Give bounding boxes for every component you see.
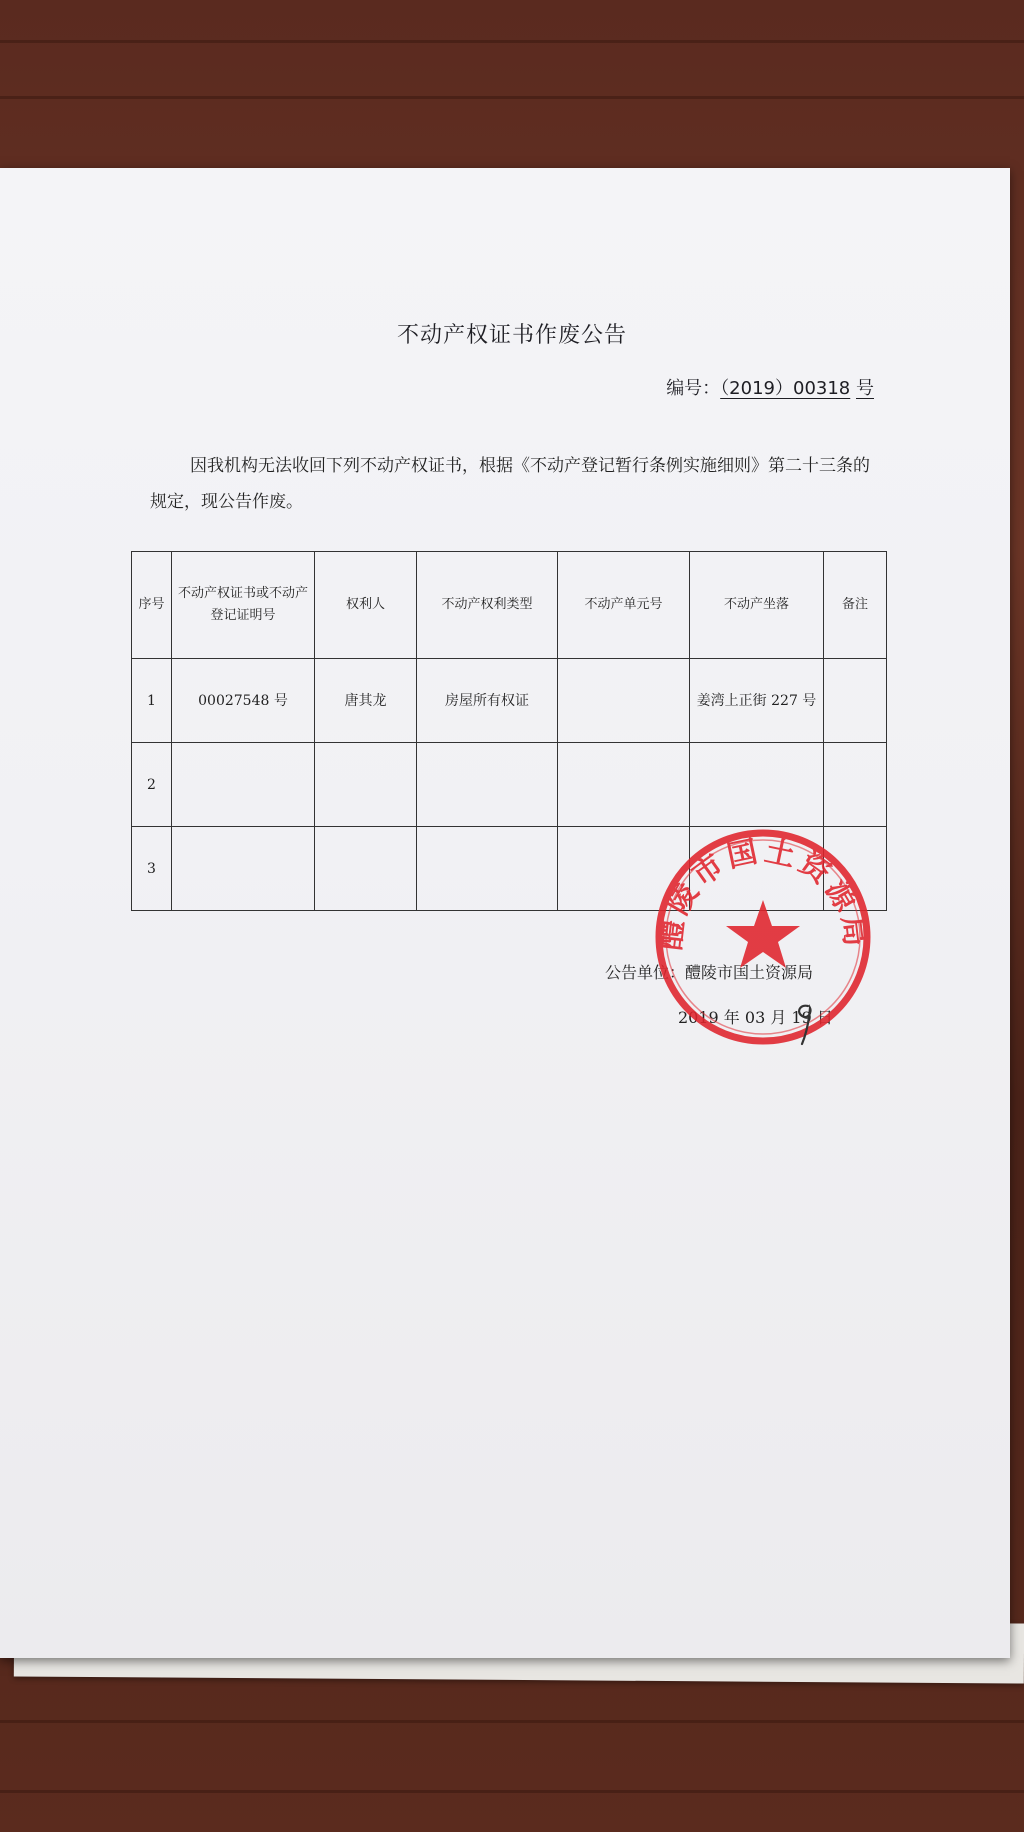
handwritten-day-mark [790,1000,820,1048]
cell-serial: 1 [132,659,172,743]
table-row [132,659,887,743]
header-remarks: 备注 [824,552,887,659]
cell-right-holder: 唐其龙 [315,659,417,743]
cell-right-type: 房屋所有权证 [417,659,558,743]
table-header-row [132,552,887,659]
wood-grain [0,40,1024,43]
cell-certificate-number: 00027548 号 [172,659,315,743]
cell-serial: 3 [132,827,172,911]
wood-grain [0,96,1024,99]
cell-remarks [824,743,887,827]
seal-text: 醴陵市国土资源局 [652,833,874,953]
cell-right-type [417,827,558,911]
wood-grain [0,1790,1024,1793]
star-icon [726,900,800,968]
document-number [666,374,874,400]
official-seal [648,822,878,1052]
header-unit-number: 不动产单元号 [558,552,690,659]
cell-unit-number [558,659,690,743]
cell-remarks [824,659,887,743]
document-number-value: （2019）00318 [720,378,851,399]
cell-unit-number [558,743,690,827]
document-body: 因我机构无法收回下列不动产权证书，根据《不动产登记暂行条例实施细则》第二十三条的规定，现公告作废。 [150,456,870,512]
document-title: 不动产权证书作废公告 [396,323,627,348]
header-right-holder: 权利人 [315,552,417,659]
document-number-label: 编号： [666,378,721,399]
wood-grain [0,1720,1024,1723]
cell-certificate-number [172,743,315,827]
header-certificate-number: 不动产权证书或不动产登记证明号 [172,552,315,659]
header-location: 不动产坐落 [690,552,824,659]
cell-location: 姜湾上正街 227 号 [690,659,824,743]
header-right-type: 不动产权利类型 [417,552,558,659]
issue-date: 2019 年 03 月 19 日 [678,1008,833,1027]
issuer-line: 公告单位：醴陵市国土资源局 [605,963,814,982]
header-serial: 序号 [132,552,172,659]
cell-location [690,743,824,827]
cell-right-type [417,743,558,827]
cell-certificate-number [172,827,315,911]
table-row [132,743,887,827]
document-number-suffix: 号 [856,378,874,399]
cell-right-holder [315,743,417,827]
cell-serial: 2 [132,743,172,827]
cell-right-holder [315,827,417,911]
